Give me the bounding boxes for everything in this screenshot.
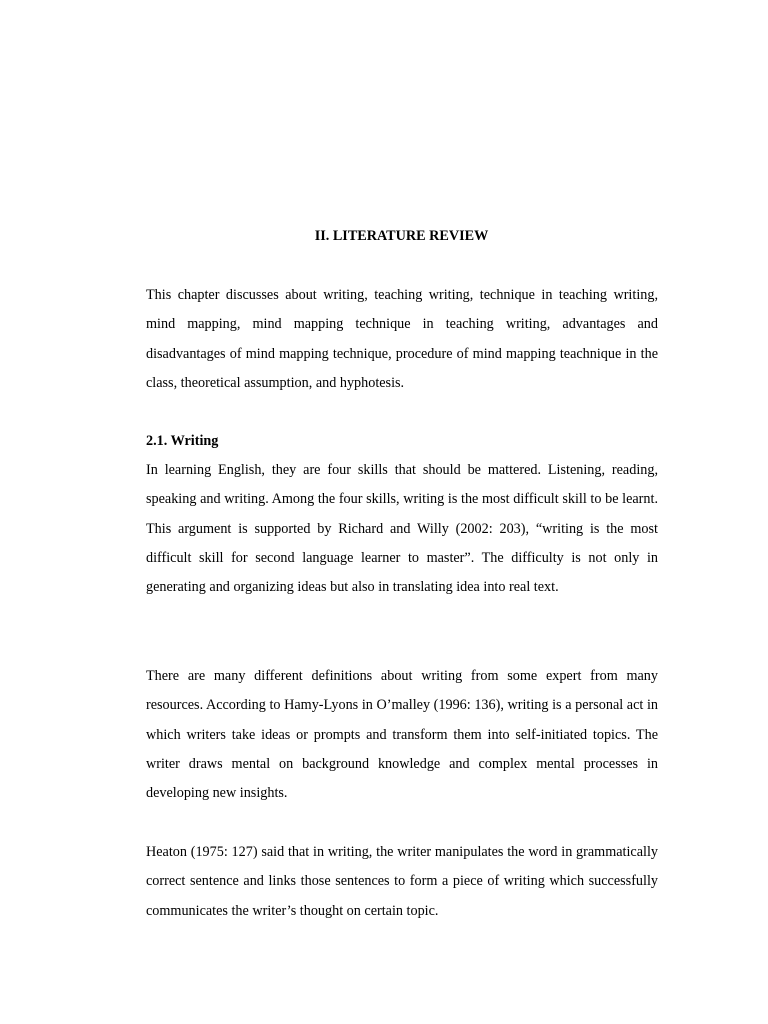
body-paragraph: There are many different definitions about writing from some expert from many resources. According to Hamy-Lyons in O’malley (1996: 136), writing is a personal act in which writers take ideas or prompts and transform them into self-initiated topics. The writer draws mental on background knowledge and complex mental processes in developing new insights.	[146, 668, 658, 802]
intro-paragraph: This chapter discusses about writing, teaching writing, technique in teaching writing, mind mapping, mind mapping technique in teaching writing, advantages and disadvantages of mind mapping technique, procedure of mind mapping teachnique in the class, theoretical assumption, and hyphotesis.	[146, 287, 658, 391]
chapter-title: II. LITERATURE REVIEW	[314, 228, 489, 244]
body-paragraph: In learning English, they are four skills that should be mattered. Listening, reading, speaking and writing. Among the four skills, writing is the most difficult skill to be learnt. This argument is supported by Richard and Willy (2002: 203), “writing is the most difficult skill for second language learner to master”. The difficulty is not only in generating and organizing ideas but also in translating idea into real text.	[146, 462, 658, 596]
section-heading: 2.1. Writing	[146, 433, 219, 449]
body-paragraph: Heaton (1975: 127) said that in writing, the writer manipulates the word in grammatically correct sentence and links those sentences to form a piece of writing which successfully communicates the writer’s thought on certain topic.	[146, 844, 658, 919]
